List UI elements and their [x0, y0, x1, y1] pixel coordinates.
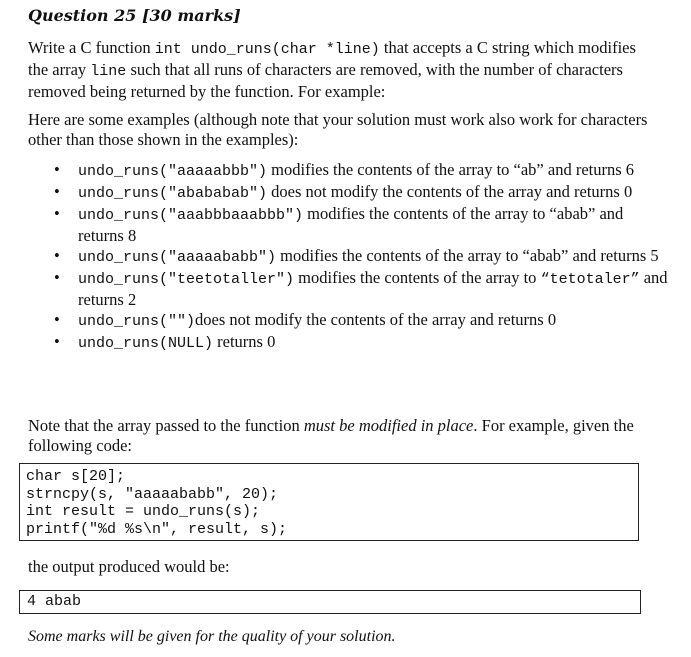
code-line: printf("%d %s\n", result, s);: [26, 520, 288, 538]
example-text: modifies the contents of the array to “ab” and returns 6: [267, 160, 635, 179]
intro-text-2: that accepts a C string which modifies the array: [28, 38, 636, 79]
list-item: [28, 332, 668, 354]
list-item: [28, 182, 668, 204]
code-block: [19, 463, 639, 541]
question-title: Question 25 [30 marks]: [28, 6, 241, 25]
intro-code-line: line: [90, 63, 127, 80]
example-code: undo_runs("aaaaababb"): [78, 249, 277, 266]
bullet-icon: •: [54, 268, 60, 287]
bullet-icon: •: [54, 160, 60, 179]
example-code: undo_runs("aaaaabbb"): [78, 163, 268, 180]
list-item: [28, 246, 668, 268]
output-text: 4 abab: [27, 593, 82, 610]
output-intro: the output produced would be:: [28, 557, 230, 576]
bullet-icon: •: [54, 310, 60, 329]
example-text: modifies the contents of the array to “abab” and returns 8: [78, 204, 624, 245]
code-line: int result = undo_runs(s);: [26, 503, 261, 520]
intro-paragraph: [28, 38, 648, 102]
bullet-icon: •: [54, 332, 60, 351]
examples-intro: Here are some examples (although note that your solution must work also work for characters other than those shown in the examples):: [28, 110, 648, 149]
bullet-icon: •: [54, 246, 60, 265]
output-block: [19, 590, 641, 614]
bullet-icon: •: [54, 182, 60, 201]
intro-text-1: Write a C function: [28, 38, 155, 57]
note-text-1: Note that the array passed to the function: [28, 416, 304, 435]
list-item: [28, 204, 668, 246]
code-line: char s[20];: [26, 468, 126, 485]
example-code: undo_runs("abababab"): [78, 185, 268, 202]
code-line: strncpy(s, "aaaaababb", 20);: [26, 485, 279, 503]
example-code: undo_runs("teetotaller"): [78, 271, 295, 288]
example-code: undo_runs(NULL): [78, 335, 214, 352]
note-text-2: . For example, given the following code:: [28, 416, 634, 455]
example-code: undo_runs("aaabbbaaabbb"): [78, 207, 304, 224]
note-paragraph: [28, 416, 648, 456]
example-text: does not modify the contents of the array and returns 0: [195, 310, 557, 329]
example-code: undo_runs(""): [78, 313, 196, 330]
examples-list: [28, 160, 668, 354]
intro-code-signature: int undo_runs(char *line): [154, 41, 380, 58]
example-text: does not modify the contents of the array and returns 0: [267, 182, 633, 201]
example-text-result: and returns 2: [78, 268, 668, 309]
list-item: [28, 160, 668, 182]
note-emphasis: must be modified in place: [303, 416, 474, 435]
intro-text-3: such that all runs of characters are removed, with the number of characters removed being returned by the function. For example:: [28, 60, 623, 101]
list-item: [28, 310, 668, 332]
example-text: modifies the contents of the array to: [294, 268, 541, 287]
example-code-result: “tetotaler”: [540, 271, 640, 288]
list-item: [28, 268, 668, 310]
example-text: returns 0: [213, 332, 276, 351]
footer-note: Some marks will be given for the quality of your solution.: [28, 628, 396, 645]
example-text: modifies the contents of the array to “abab” and returns 5: [276, 246, 659, 265]
bullet-icon: •: [54, 204, 60, 223]
